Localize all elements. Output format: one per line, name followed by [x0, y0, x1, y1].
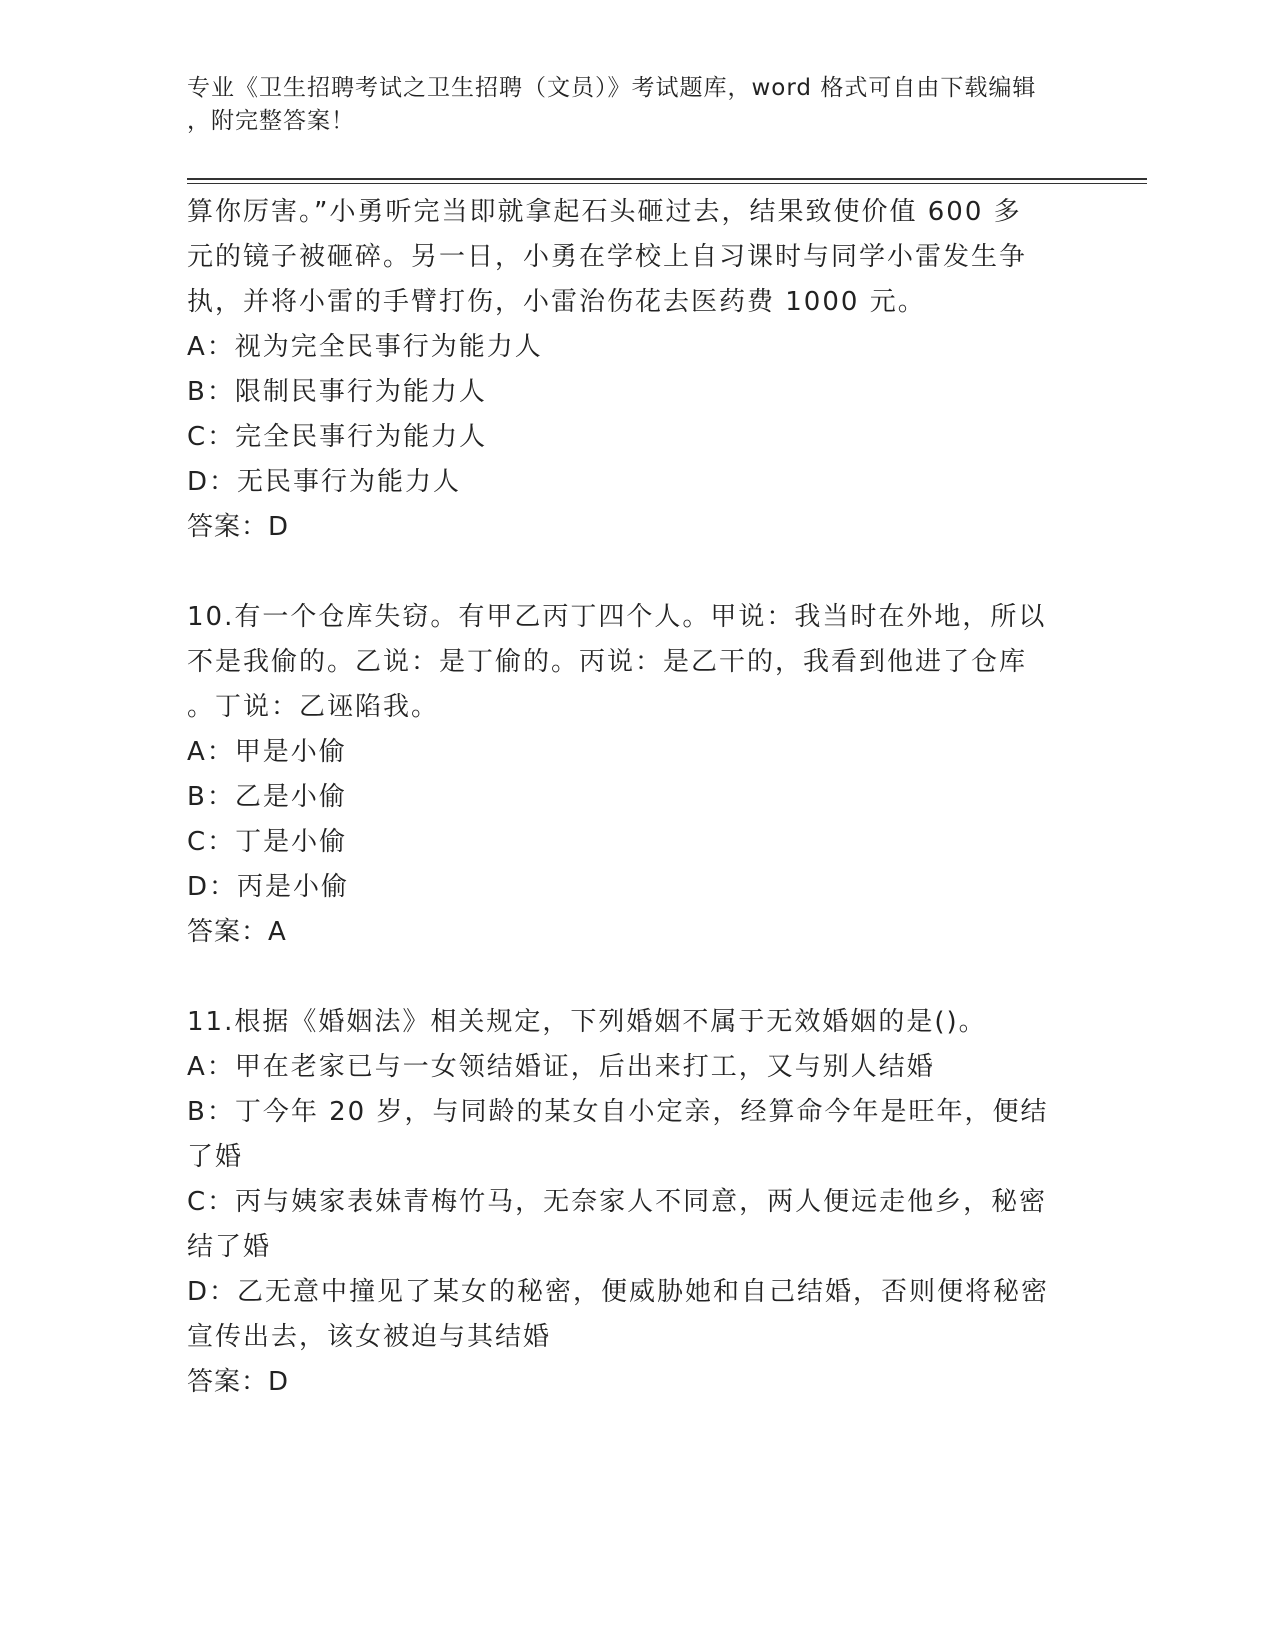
spacer [187, 550, 1077, 595]
option-a: A：甲在老家已与一女领结婚证，后出来打工，又与别人结婚 [187, 1052, 935, 1082]
option-a: A：视为完全民事行为能力人 [187, 332, 543, 362]
header-divider-thick [187, 178, 1147, 180]
question-content [187, 190, 1077, 1405]
option-d: D：丙是小偷 [187, 872, 350, 902]
option-b: B：丁今年 20 岁，与同龄的某女自小定亲，经算命今年是旺年，便结 [187, 1097, 1049, 1127]
option-d-continued: 宣传出去，该女被迫与其结婚 [187, 1322, 552, 1352]
answer: 答案：A [187, 917, 287, 947]
spacer [187, 955, 1077, 1000]
question-stem-line: 11.根据《婚姻法》相关规定，下列婚姻不属于无效婚姻的是()。 [187, 1007, 987, 1037]
option-b: B：乙是小偷 [187, 782, 347, 812]
header-divider-thin [187, 183, 1147, 184]
question-stem-line: 算你厉害。”小勇听完当即就拿起石头砸过去，结果致使价值 600 多 [187, 197, 1022, 227]
header-line-1: 专业《卫生招聘考试之卫生招聘（文员）》考试题库，word 格式可自由下载编辑 [187, 75, 1037, 101]
question-stem-line: 。丁说：乙诬陷我。 [187, 692, 440, 722]
option-d: D：乙无意中撞见了某女的秘密，便威胁她和自己结婚，否则便将秘密 [187, 1277, 1050, 1307]
question-stem-line: 不是我偷的。乙说：是丁偷的。丙说：是乙干的，我看到他进了仓库 [187, 647, 1028, 677]
question-9 [187, 190, 1077, 550]
option-a: A：甲是小偷 [187, 737, 347, 767]
option-c: C：丙与姨家表妹青梅竹马，无奈家人不同意，两人便远走他乡，秘密 [187, 1187, 1048, 1217]
answer: 答案：D [187, 1367, 290, 1397]
question-stem-line: 元的镜子被砸碎。另一日，小勇在学校上自习课时与同学小雷发生争 [187, 242, 1028, 272]
answer: 答案：D [187, 512, 290, 542]
header-line-2: ，附完整答案！ [187, 108, 355, 134]
option-c: C：丁是小偷 [187, 827, 348, 857]
option-b-continued: 了婚 [187, 1142, 244, 1172]
option-c: C：完全民事行为能力人 [187, 422, 488, 452]
question-10 [187, 595, 1077, 955]
question-stem-line: 执，并将小雷的手臂打伤，小雷治伤花去医药费 1000 元。 [187, 287, 926, 317]
option-d: D：无民事行为能力人 [187, 467, 462, 497]
document-header [187, 72, 1067, 138]
option-c-continued: 结了婚 [187, 1232, 272, 1262]
question-stem-line: 10.有一个仓库失窃。有甲乙丙丁四个人。甲说：我当时在外地，所以 [187, 602, 1047, 632]
option-b: B：限制民事行为能力人 [187, 377, 487, 407]
question-11 [187, 1000, 1077, 1405]
